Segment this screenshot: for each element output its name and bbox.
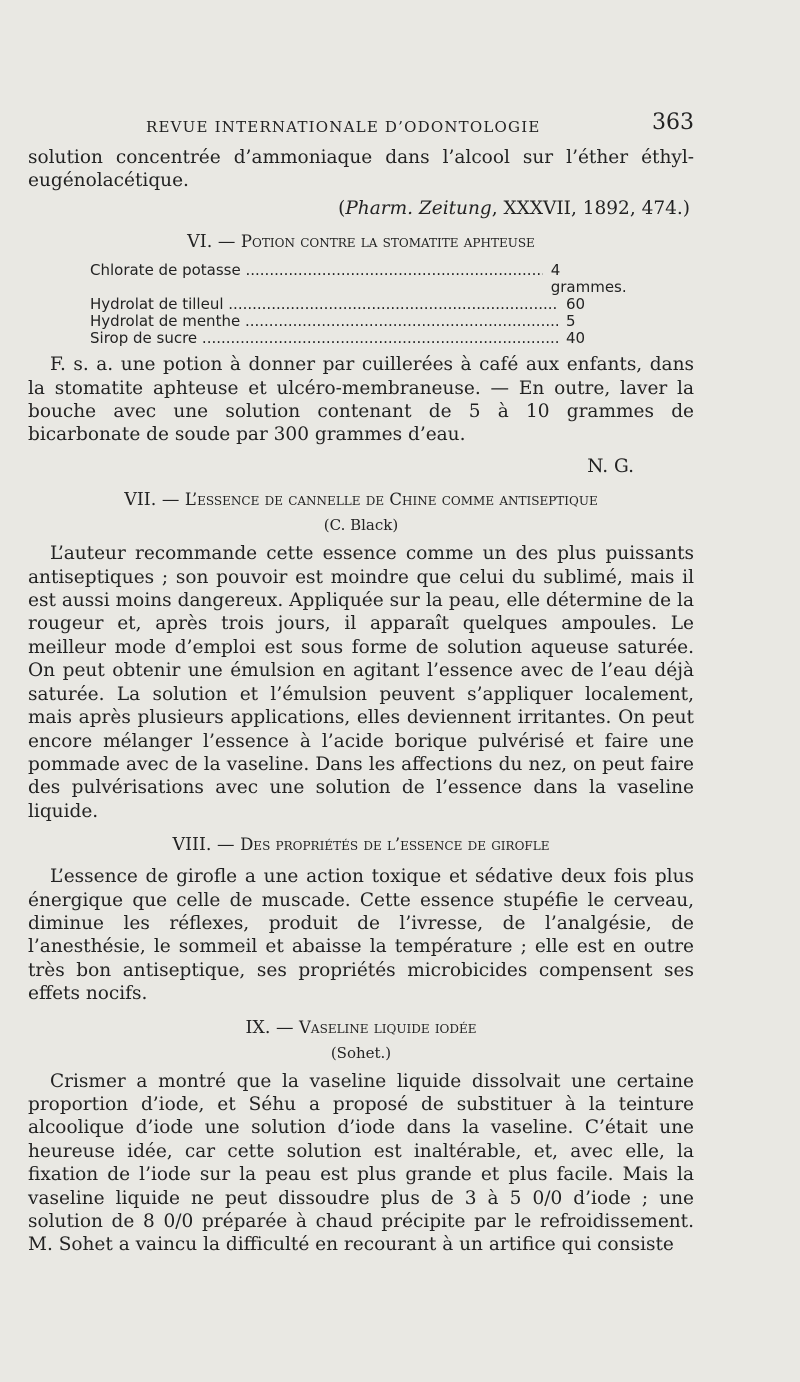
section-title: Des propriétés de l’essence de girofle	[240, 835, 550, 855]
section-title: L’essence de cannelle de Chine comme antiseptique	[184, 490, 598, 510]
section-heading-vi	[28, 232, 694, 252]
recipe-quantity: 40	[566, 329, 586, 348]
page-number: 363	[652, 110, 694, 135]
section-number: VII. —	[124, 490, 185, 511]
recipe-ingredient: Hydrolat de tilleul .....	[90, 296, 558, 313]
section-heading-ix	[28, 1018, 694, 1038]
recipe-quantity: 5	[566, 312, 576, 331]
recipe-quantity: 4 grammes.	[550, 261, 627, 297]
running-title: REVUE INTERNATIONALE D’ODONTOLOGIE	[146, 118, 541, 136]
paragraph-section-ix: Crismer a montré que la vaseline liquide dissolvait une certaine proportion d’iode, et Séhu a proposé de substituer à la teinture alcoolique d’iode une solution d’iode dans la vaseline. C’était une heureuse idée, car cette solution est inaltérable, et, avec elle, la fixation de l’iode sur la peau est plus grande et plus facile. Mais la vaseline liquide ne peut dissoudre plus de 3 à 5 0/0 d’iode ; une solution de 8 0/0 préparée à chaud précipite par le refroidissement. M. Sohet a vaincu la difficulté en recourant à un artifice qui consiste	[28, 1070, 694, 1256]
section-heading-viii	[28, 835, 694, 855]
section-number: VI. —	[187, 232, 241, 253]
recipe-ingredient: Hydrolat de menthe .....	[90, 313, 558, 330]
recipe-row	[90, 330, 638, 347]
citation-rest: , XXXVII, 1892, 474.)	[491, 197, 690, 219]
paragraph-section-vi: F. s. a. une potion à donner par cuillerées à café aux enfants, dans la stomatite aphteuse et ulcéro-membraneuse. — En outre, laver la bouche avec une solution contenant de 5 à 10 grammes de bicarbonate de soude par 300 grammes d’eau.	[28, 354, 694, 446]
page-header	[28, 110, 694, 146]
page	[28, 110, 694, 1257]
section-heading-vii	[28, 490, 694, 510]
section-title: Vaseline liquide iodée	[299, 1017, 477, 1037]
recipe-row	[90, 262, 638, 296]
paragraph-intro: solution concentrée d’ammoniaque dans l’alcool sur l’éther éthyl-eugénolacétique.	[28, 147, 694, 192]
citation-open: (	[338, 197, 346, 219]
section-number: VIII. —	[172, 835, 241, 856]
signature: N. G.	[587, 455, 634, 477]
paragraph-section-viii: L’essence de girofle a une action toxique et sédative deux fois plus énergique que celle de muscade. Cette essence stupéfie le cerveau, diminue les réflexes, produit de l’ivresse, de l’analgésie, de l’anesthésie, le sommeil et abaisse la température ; elle est en outre très bon antiseptique, ses propriétés microbicides compensent ses effets nocifs.	[28, 866, 694, 1005]
recipe-ingredient: Chlorate de potasse .....	[90, 262, 543, 296]
recipe-ingredient: Sirop de sucre .....	[90, 330, 558, 347]
section-number: IX. —	[245, 1017, 300, 1038]
recipe-quantity: 60	[566, 295, 586, 314]
citation	[28, 197, 694, 220]
section-author: (C. Black)	[323, 516, 399, 535]
citation-journal: Pharm. Zeitung	[345, 197, 492, 219]
recipe-table	[90, 262, 638, 347]
recipe-row	[90, 296, 638, 313]
section-title: Potion contre la stomatite aphteuse	[240, 232, 535, 252]
recipe-row	[90, 313, 638, 330]
section-author: (Sohet.)	[330, 1043, 392, 1062]
paragraph-section-vii: L’auteur recommande cette essence comme un des plus puissants antiseptiques ; son pouvoir est moindre que celui du sublimé, mais il est aussi moins dangereux. Appliquée sur la peau, elle détermine de la rougeur et, après trois jours, il apparaît quelques ampoules. Le meilleur mode d’emploi est sous forme de solution aqueuse saturée. On peut obtenir une émulsion en agitant l’essence avec de l’eau déjà saturée. La solution et l’émulsion peuvent s’appliquer localement, mais après plusieurs applications, elles deviennent irritantes. On peut encore mélanger l’essence à l’acide borique pulvérisé et faire une pommade avec de la vaseline. Dans les affections du nez, on peut faire des pulvérisations avec une solution de l’essence dans la vaseline liquide.	[28, 543, 694, 822]
